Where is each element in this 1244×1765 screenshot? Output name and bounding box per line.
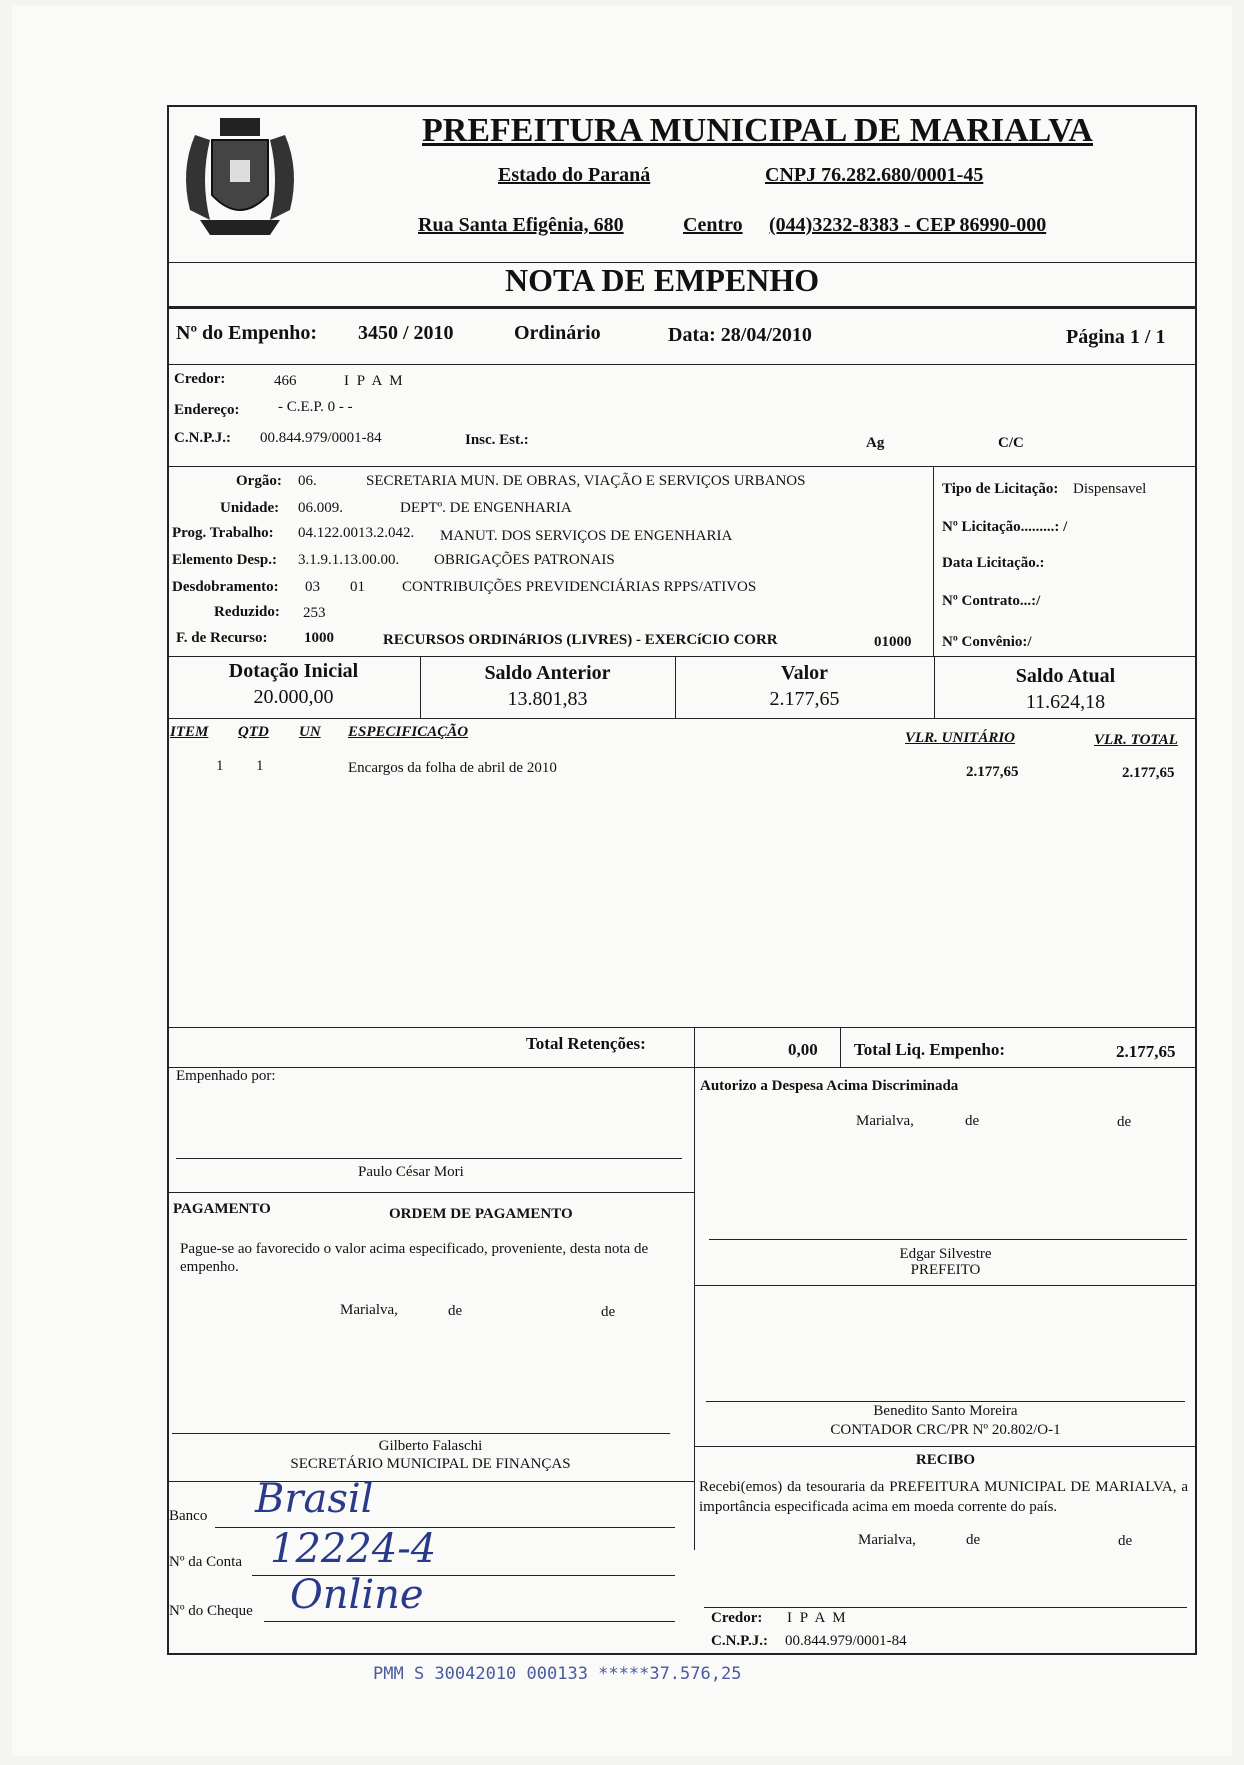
recibo-text: Recebi(emos) da tesouraria da PREFEITURA MUNICIPAL DE MARIALVA, a importância especificada acima em moeda corrente do país.	[699, 1479, 1188, 1515]
header-address: Rua Santa Efigênia, 680	[418, 214, 624, 236]
desdobramento-code2: 01	[350, 579, 365, 595]
saldo-atual-value: 11.624,18	[1025, 691, 1106, 713]
elemento-code: 3.1.9.1.13.00.00.	[298, 552, 400, 568]
desdobramento-label: Desdobramento:	[172, 579, 279, 595]
bank-stamp: PMM S 30042010 000133 *****37.576,25	[373, 1664, 742, 1684]
prefeito-name: Edgar Silvestre	[899, 1246, 992, 1262]
empenho-label: Nº do Empenho:	[176, 322, 318, 344]
conta-handwriting: 12224-4	[270, 1526, 437, 1572]
total-liq-value: 2.177,65	[1116, 1042, 1176, 1061]
total-retencoes-value: 0,00	[788, 1040, 818, 1059]
total-liq-label: Total Liq. Empenho:	[854, 1040, 1005, 1059]
recibo-cnpj-label: C.N.P.J.:	[711, 1633, 768, 1649]
col-total: VLR. TOTAL	[1094, 732, 1178, 748]
contador-role: CONTADOR CRC/PR Nº 20.802/O-1	[830, 1422, 1061, 1438]
pagamento-text: Pague-se ao favorecido o valor acima especificado, proveniente, desta nota de empenho.	[180, 1241, 649, 1275]
credor-label: Credor:	[174, 371, 226, 387]
elemento-label: Elemento Desp.:	[172, 552, 277, 568]
valor-label: Valor	[780, 662, 829, 684]
licitacao-data: Data Licitação.:	[942, 555, 1045, 571]
banco-label: Banco	[169, 1508, 208, 1524]
empenho-type: Ordinário	[514, 322, 601, 344]
fonte-code: 1000	[304, 630, 334, 646]
desdobramento-code1: 03	[305, 579, 320, 595]
pagamento-de2: de	[601, 1304, 616, 1320]
unidade-name: DEPTº. DE ENGENHARIA	[400, 500, 572, 516]
cheque-label: Nº do Cheque	[169, 1603, 253, 1619]
autorizo-label: Autorizo a Despesa Acima Discriminada	[700, 1078, 959, 1094]
pagamento-de1: de	[448, 1303, 463, 1319]
banco-handwriting: Brasil	[255, 1476, 374, 1522]
total-retencoes-label: Total Retenções:	[526, 1034, 646, 1053]
credor-code: 466	[274, 373, 297, 389]
dotacao-value: 20.000,00	[253, 686, 334, 708]
row-qtd: 1	[256, 758, 264, 774]
credor-name: I P A M	[344, 373, 405, 389]
recibo-credor-label: Credor:	[711, 1610, 763, 1626]
cc-label: C/C	[998, 435, 1024, 451]
fonte-name: RECURSOS ORDINáRIOS (LIVRES) - EXERCíCIO CORR	[383, 632, 778, 648]
licitacao-num: Nº Licitação.........: /	[942, 519, 1068, 535]
elemento-name: OBRIGAÇÕES PATRONAIS	[434, 552, 615, 568]
orgao-name: SECRETARIA MUN. DE OBRAS, VIAÇÃO E SERVIÇOS URBANOS	[366, 473, 806, 489]
unidade-label: Unidade:	[220, 500, 280, 516]
recibo-cnpj: 00.844.979/0001-84	[785, 1633, 907, 1649]
col-qtd: QTD	[238, 724, 269, 740]
empenho-date: Data: 28/04/2010	[668, 324, 812, 346]
autorizo-de2: de	[1117, 1114, 1132, 1130]
valor-value: 2.177,65	[769, 688, 840, 710]
convenio: Nº Convênio:/	[942, 634, 1032, 650]
cheque-handwriting: Online	[290, 1572, 424, 1618]
fonte-label: F. de Recurso:	[176, 630, 268, 646]
prog-name: MANUT. DOS SERVIÇOS DE ENGENHARIA	[440, 528, 733, 544]
empenhado-label: Empenhado por:	[176, 1068, 276, 1084]
credor-cnpj: 00.844.979/0001-84	[260, 430, 382, 446]
contador-name: Benedito Santo Moreira	[873, 1403, 1018, 1419]
saldo-anterior-value: 13.801,83	[507, 688, 588, 710]
header-title: PREFEITURA MUNICIPAL DE MARIALVA	[422, 112, 1093, 149]
unidade-code: 06.009.	[298, 500, 343, 516]
recibo-de2: de	[1118, 1533, 1133, 1549]
ag-label: Ag	[866, 435, 885, 451]
recibo-place: Marialva,	[858, 1532, 916, 1548]
secretario-name: Gilberto Falaschi	[378, 1438, 483, 1454]
orgao-label: Orgão:	[236, 473, 282, 489]
autorizo-de1: de	[965, 1113, 980, 1129]
contrato: Nº Contrato...:/	[942, 593, 1041, 609]
licitacao-tipo: Dispensavel	[1073, 481, 1147, 497]
recibo-label: RECIBO	[915, 1452, 976, 1468]
orgao-code: 06.	[298, 473, 317, 489]
empenhado-name: Paulo César Mori	[358, 1164, 464, 1180]
col-spec: ESPECIFICAÇÃO	[348, 724, 469, 740]
cnpj-label: C.N.P.J.:	[174, 430, 231, 446]
saldo-anterior-label: Saldo Anterior	[484, 662, 611, 684]
prefeito-role: PREFEITO	[910, 1262, 981, 1278]
fonte-code2: 01000	[874, 634, 912, 650]
header-district: Centro	[683, 214, 743, 236]
reduzido-value: 253	[303, 605, 326, 621]
recibo-credor: I P A M	[787, 1610, 848, 1626]
prog-code: 04.122.0013.2.042.	[298, 525, 415, 541]
col-item: ITEM	[170, 724, 209, 740]
col-un: UN	[299, 724, 321, 740]
header-phone-cep: (044)3232-8383 - CEP 86990-000	[769, 214, 1047, 236]
header-state: Estado do Paraná	[498, 164, 651, 186]
autorizo-place: Marialva,	[856, 1113, 914, 1129]
insc-est-label: Insc. Est.:	[465, 432, 529, 448]
row-spec: Encargos da folha de abril de 2010	[348, 760, 557, 776]
pagamento-place: Marialva,	[340, 1302, 398, 1318]
conta-label: Nº da Conta	[169, 1554, 242, 1570]
col-unit: VLR. UNITÁRIO	[905, 730, 1016, 746]
recibo-de1: de	[966, 1532, 981, 1548]
credor-address: - C.E.P. 0 - -	[278, 399, 353, 415]
page-number: Página 1 / 1	[1066, 326, 1166, 348]
header-cnpj: CNPJ 76.282.680/0001-45	[765, 164, 984, 186]
doc-title: NOTA DE EMPENHO	[505, 262, 820, 298]
licitacao-tipo-label: Tipo de Licitação:	[942, 481, 1059, 497]
row-unit: 2.177,65	[966, 764, 1019, 780]
address-label: Endereço:	[174, 402, 240, 418]
reduzido-label: Reduzido:	[214, 604, 280, 620]
pagamento-label: PAGAMENTO	[173, 1201, 271, 1217]
secretario-role: SECRETÁRIO MUNICIPAL DE FINANÇAS	[290, 1456, 571, 1472]
desdobramento-name: CONTRIBUIÇÕES PREVIDENCIÁRIAS RPPS/ATIVOS	[402, 579, 757, 595]
prog-label: Prog. Trabalho:	[172, 525, 274, 541]
dotacao-label: Dotação Inicial	[228, 660, 359, 682]
empenho-number: 3450 / 2010	[358, 322, 454, 344]
saldo-atual-label: Saldo Atual	[1015, 665, 1116, 687]
row-item: 1	[216, 758, 224, 774]
row-total: 2.177,65	[1122, 765, 1175, 781]
ordem-pagamento-label: ORDEM DE PAGAMENTO	[389, 1206, 573, 1222]
